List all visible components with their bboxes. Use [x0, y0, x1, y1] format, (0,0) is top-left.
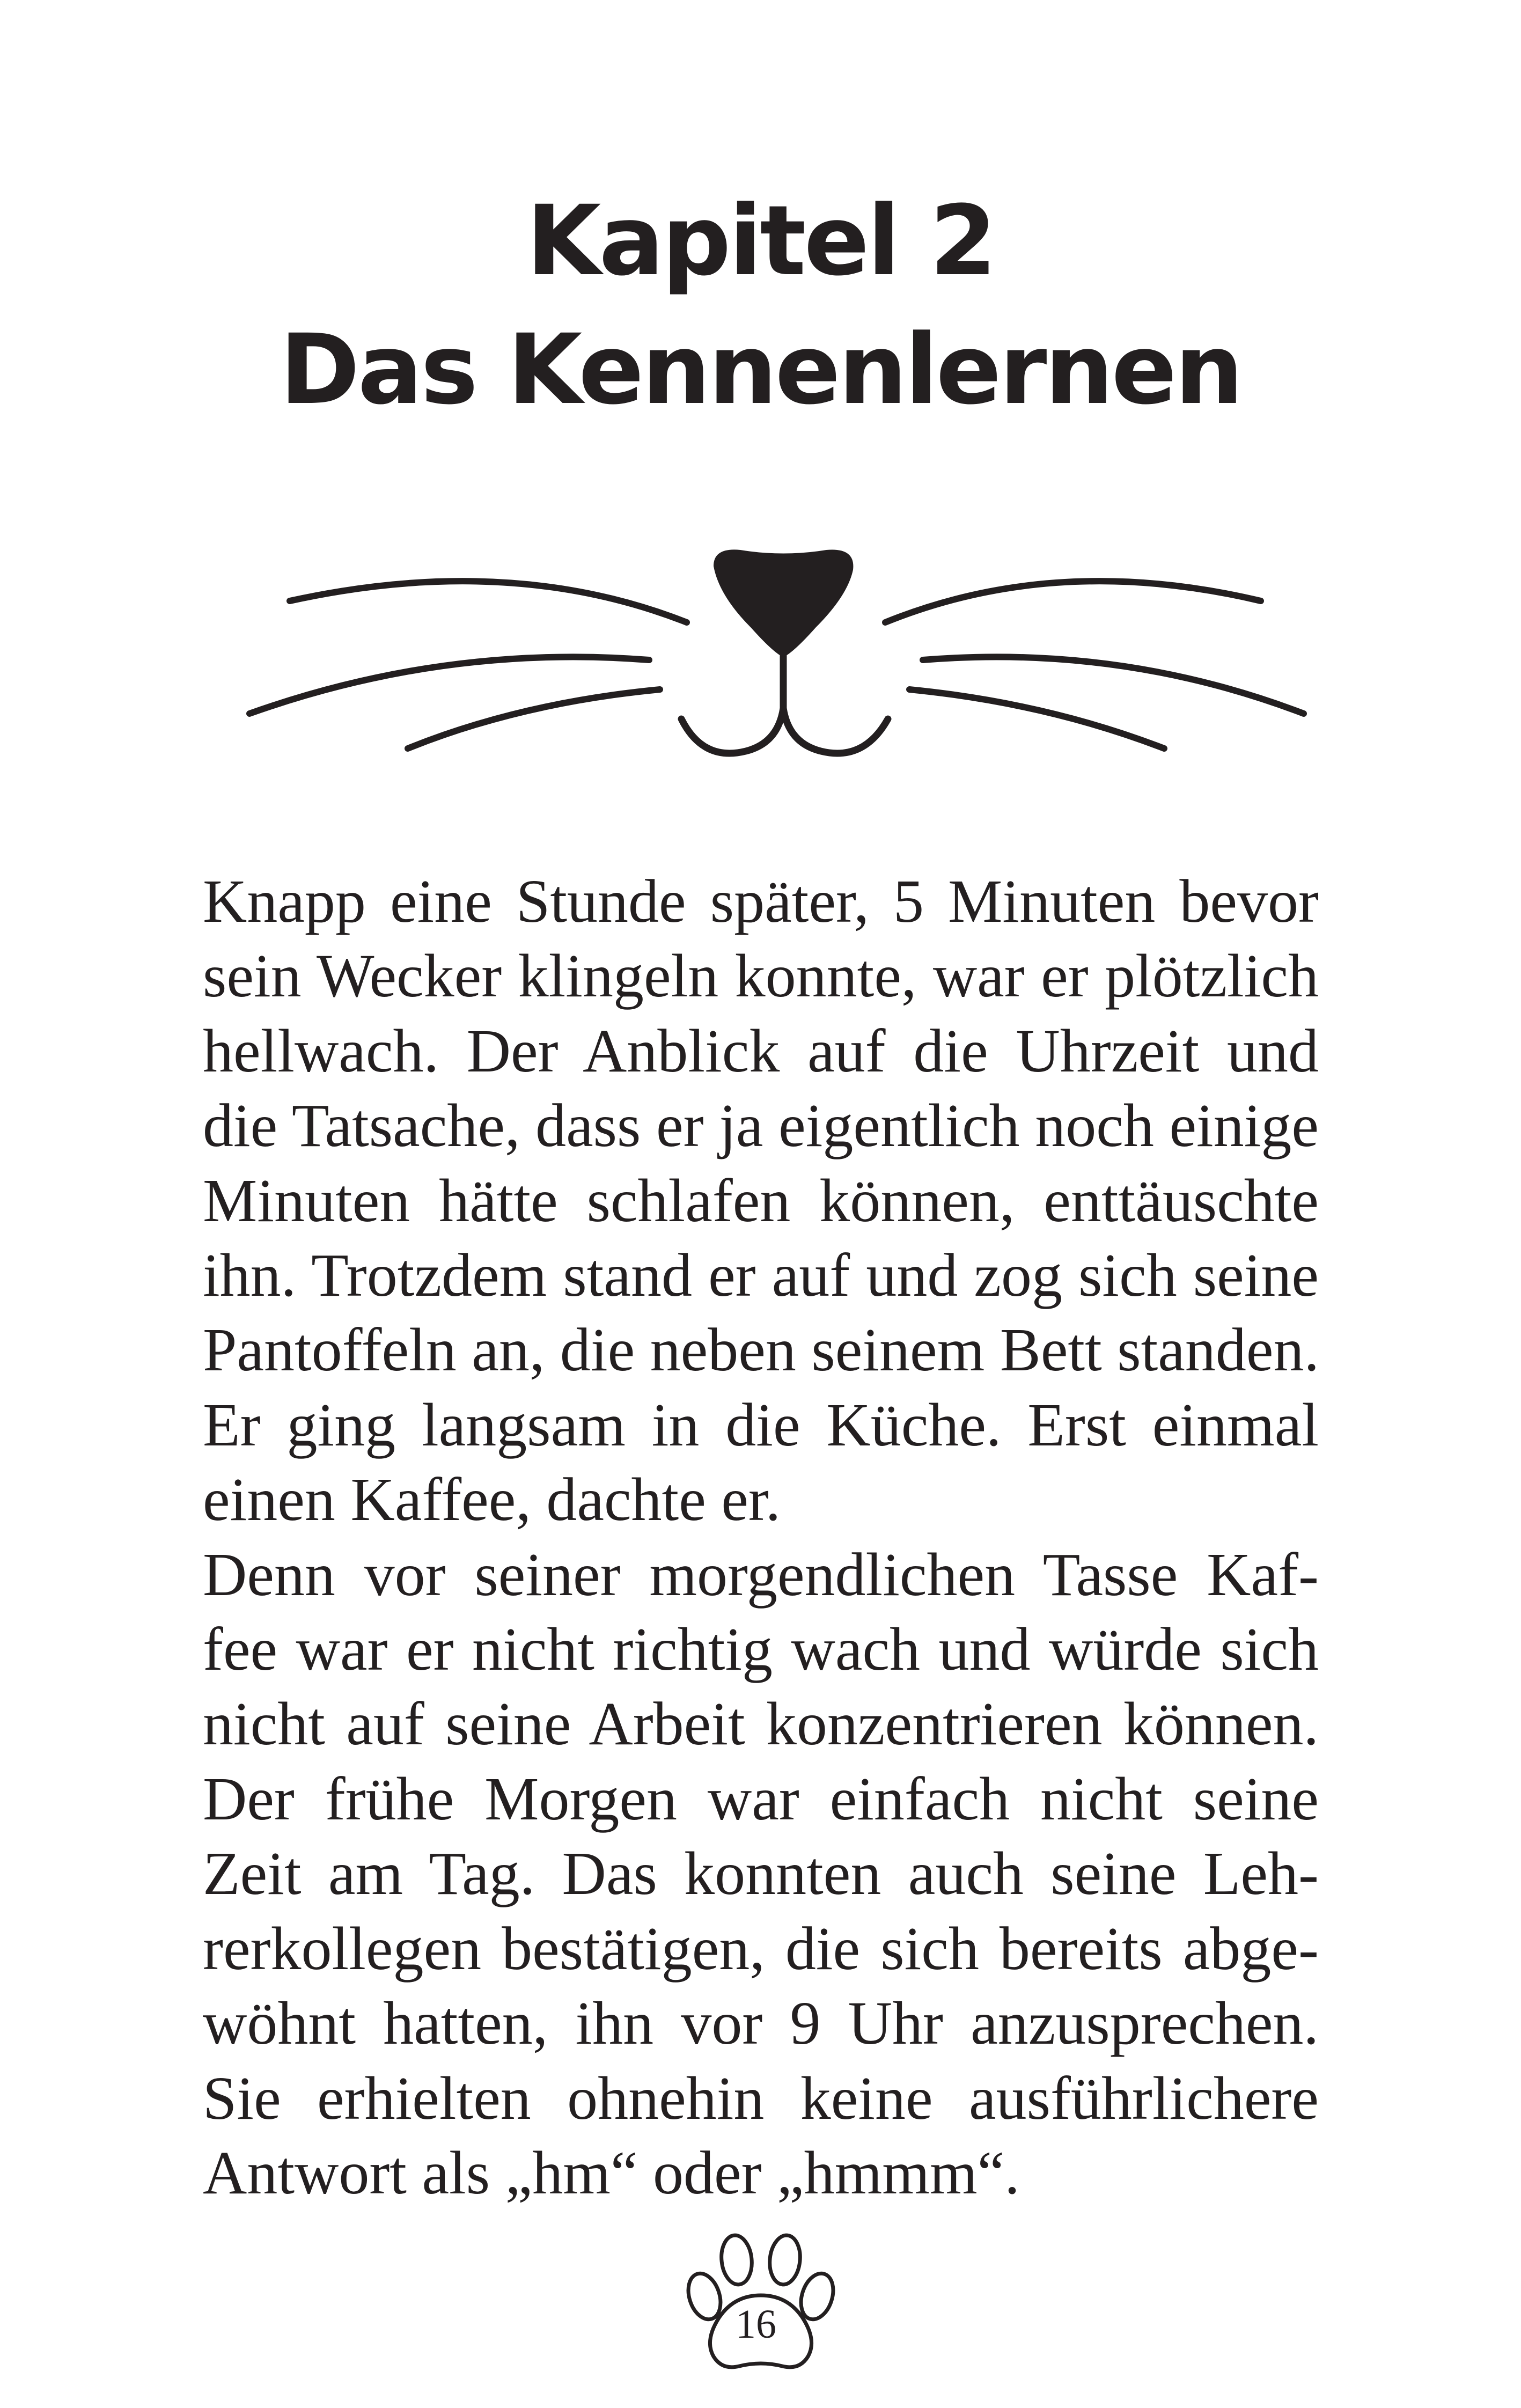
right-whisker-top — [885, 581, 1261, 622]
body-line: einen Kaffee, dachte er. — [203, 1465, 781, 1534]
chapter-number: Kapitel 2 — [526, 185, 995, 297]
chapter-title: Das Kennenlernen — [280, 314, 1241, 426]
body-line: Der frühe Morgen war einfach nicht seine — [203, 1764, 1319, 1833]
right-whisker-bottom — [909, 689, 1164, 748]
body-line: Zeit am Tag. Das konnten auch seine Leh- — [203, 1839, 1319, 1908]
left-whisker-top — [290, 581, 687, 622]
body-line: Minuten hätte schlafen können, enttäuschte — [203, 1166, 1319, 1235]
body-line: ihn. Trotzdem stand er auf und zog sich seine — [203, 1241, 1319, 1310]
nose — [714, 549, 853, 657]
body-line: sein Wecker klingeln konnte, war er plötzlich — [203, 942, 1319, 1010]
body-line: die Tatsache, dass er ja eigentlich noch einige — [203, 1091, 1319, 1160]
left-whisker-middle — [249, 657, 649, 714]
body-line: wöhnt hatten, ihn vor 9 Uhr anzusprechen. — [203, 1989, 1319, 2058]
body-line: Er ging langsam in die Küche. Erst einmal — [203, 1390, 1319, 1459]
body-line: Pantoffeln an, die neben seinem Bett standen. — [203, 1316, 1320, 1384]
body-line: nicht auf seine Arbeit konzentrieren können. — [203, 1690, 1319, 1758]
chapter-heading — [0, 177, 1521, 435]
paw-toe-inner-left — [719, 2234, 754, 2286]
page-number: 16 — [736, 2302, 776, 2347]
body-line: Sie erhielten ohnehin keine ausführlichere — [203, 2064, 1319, 2132]
body-line: rerkollegen bestätigen, die sich bereits abge- — [203, 1914, 1319, 1983]
right-whisker-middle — [923, 657, 1304, 714]
body-line: Denn vor seiner morgendlichen Tasse Kaf- — [203, 1540, 1319, 1609]
paw-toe-inner-right — [767, 2234, 802, 2286]
chapter-body — [203, 864, 1319, 2210]
body-line: fee war er nicht richtig wach und würde sich — [203, 1615, 1319, 1684]
body-line: Antwort als „hm“ oder „hmmm“. — [203, 2138, 1020, 2207]
cat-face-icon — [241, 537, 1309, 783]
body-line: hellwach. Der Anblick auf die Uhrzeit und — [203, 1016, 1319, 1085]
body-line: Knapp eine Stunde später, 5 Minuten bevor — [203, 867, 1319, 935]
left-whisker-bottom — [408, 689, 660, 748]
